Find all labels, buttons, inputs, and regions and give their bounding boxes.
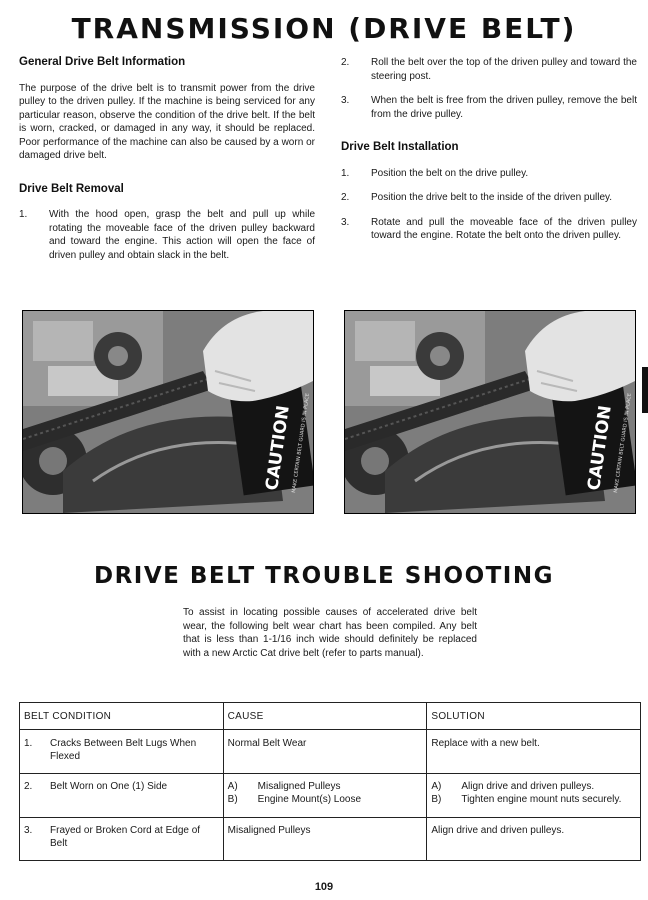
removal-step-1 bbox=[19, 208, 315, 262]
step-number: 1. bbox=[341, 167, 350, 179]
header-solution: SOLUTION bbox=[427, 703, 641, 730]
table-header-row bbox=[20, 703, 641, 730]
caution-decal bbox=[237, 373, 314, 503]
header-belt-condition: BELT CONDITION bbox=[20, 703, 224, 730]
info-text: The purpose of the drive belt is to transmit power from the drive pulley to the driven pulley. If the machine is being serviced for any particular reason, observe the condition of the drive belt. If the belt is worn, cracked, or damaged in any way, it should be replaced. Poor performance of the machine can also be caused by a worn or damaged drive belt. bbox=[19, 82, 315, 161]
installation-step-2 bbox=[341, 191, 637, 205]
installation-step-3 bbox=[341, 216, 637, 243]
solution-cell: Replace with a new belt. bbox=[427, 730, 641, 774]
belt-removal-photo-right bbox=[344, 310, 636, 514]
cause-label: A) bbox=[227, 781, 238, 792]
removal-step-2 bbox=[341, 56, 637, 83]
belt-removal-photo-left bbox=[22, 310, 314, 514]
page-number: 109 bbox=[314, 881, 334, 893]
installation-step-1 bbox=[341, 167, 637, 181]
page-title: TRANSMISSION (DRIVE BELT) bbox=[71, 12, 577, 45]
belt-wear-table bbox=[19, 702, 641, 861]
step-text: Position the drive belt to the inside of the driven pulley. bbox=[371, 192, 613, 203]
page-edge-tab bbox=[642, 367, 648, 413]
cause-text: Misaligned Pulleys bbox=[257, 781, 341, 792]
removal-heading: Drive Belt Removal bbox=[19, 182, 124, 195]
solution-cell bbox=[427, 774, 641, 818]
solution-cell: Align drive and driven pulleys. bbox=[427, 818, 641, 861]
info-heading: General Drive Belt Information bbox=[19, 56, 186, 68]
solution-text: Tighten engine mount nuts securely. bbox=[461, 794, 622, 805]
row-number: 1. bbox=[24, 738, 33, 749]
caution-text: CAUTION bbox=[584, 404, 616, 492]
condition-text: Belt Worn on One (1) Side bbox=[50, 781, 168, 792]
table-row bbox=[20, 818, 641, 861]
caution-subtext: MAKE CERTAIN BELT GUARD IS IN PLACE bbox=[613, 392, 633, 494]
cause-cell: Misaligned Pulleys bbox=[223, 818, 427, 861]
step-text: When the belt is free from the driven pulley, remove the belt from the drive pulley. bbox=[371, 95, 637, 120]
troubleshooting-title: DRIVE BELT TROUBLE SHOOTING bbox=[94, 563, 554, 589]
step-text: Rotate and pull the moveable face of the driven pulley toward the engine. Rotate the belt onto the driven pulley. bbox=[371, 216, 637, 241]
table-row bbox=[20, 730, 641, 774]
caution-decal bbox=[559, 373, 636, 503]
step-text: Roll the belt over the top of the driven pulley and toward the steering post. bbox=[371, 57, 637, 82]
right-column bbox=[341, 56, 637, 254]
caution-subtext: MAKE CERTAIN BELT GUARD IS IN PLACE bbox=[291, 392, 311, 494]
condition-cell bbox=[20, 818, 224, 861]
solution-label: A) bbox=[431, 781, 442, 792]
cause-text: Engine Mount(s) Loose bbox=[257, 794, 362, 805]
cause-label: B) bbox=[227, 794, 238, 805]
installation-heading: Drive Belt Installation bbox=[341, 141, 459, 153]
solution-label: B) bbox=[431, 794, 442, 805]
step-number: 2. bbox=[341, 192, 350, 203]
troubleshooting-intro: To assist in locating possible causes of accelerated drive belt wear, the following belt wear chart has been compiled. Any belt that is less than 1-1/16 inch wide should definitely be replaced with a new Arctic Cat drive belt (refer to parts manual). bbox=[183, 607, 477, 659]
step-text: Position the belt on the drive pulley. bbox=[371, 167, 529, 179]
step-number: 2. bbox=[341, 57, 350, 68]
solution-text: Align drive and driven pulleys. bbox=[461, 781, 595, 792]
left-column bbox=[19, 56, 315, 273]
condition-cell bbox=[20, 730, 224, 774]
cause-cell: Normal Belt Wear bbox=[223, 730, 427, 774]
step-number: 3. bbox=[341, 95, 350, 106]
caution-text: CAUTION bbox=[262, 404, 294, 492]
step-number: 1. bbox=[19, 209, 28, 220]
cause-cell bbox=[223, 774, 427, 818]
row-number: 2. bbox=[24, 781, 33, 792]
step-number: 3. bbox=[341, 216, 350, 228]
removal-step-3 bbox=[341, 94, 637, 121]
header-cause: CAUSE bbox=[223, 703, 427, 730]
condition-text: Frayed or Broken Cord at Edge of Belt bbox=[50, 825, 201, 849]
condition-text: Cracks Between Belt Lugs When Flexed bbox=[50, 738, 197, 762]
row-number: 3. bbox=[24, 825, 33, 836]
condition-cell bbox=[20, 774, 224, 818]
table-row bbox=[20, 774, 641, 818]
step-text: With the hood open, grasp the belt and pull up while rotating the moveable face of the driven pulley backward and toward the engine. This action will open the face of driven pulley and obtain slack in the belt. bbox=[49, 209, 315, 261]
